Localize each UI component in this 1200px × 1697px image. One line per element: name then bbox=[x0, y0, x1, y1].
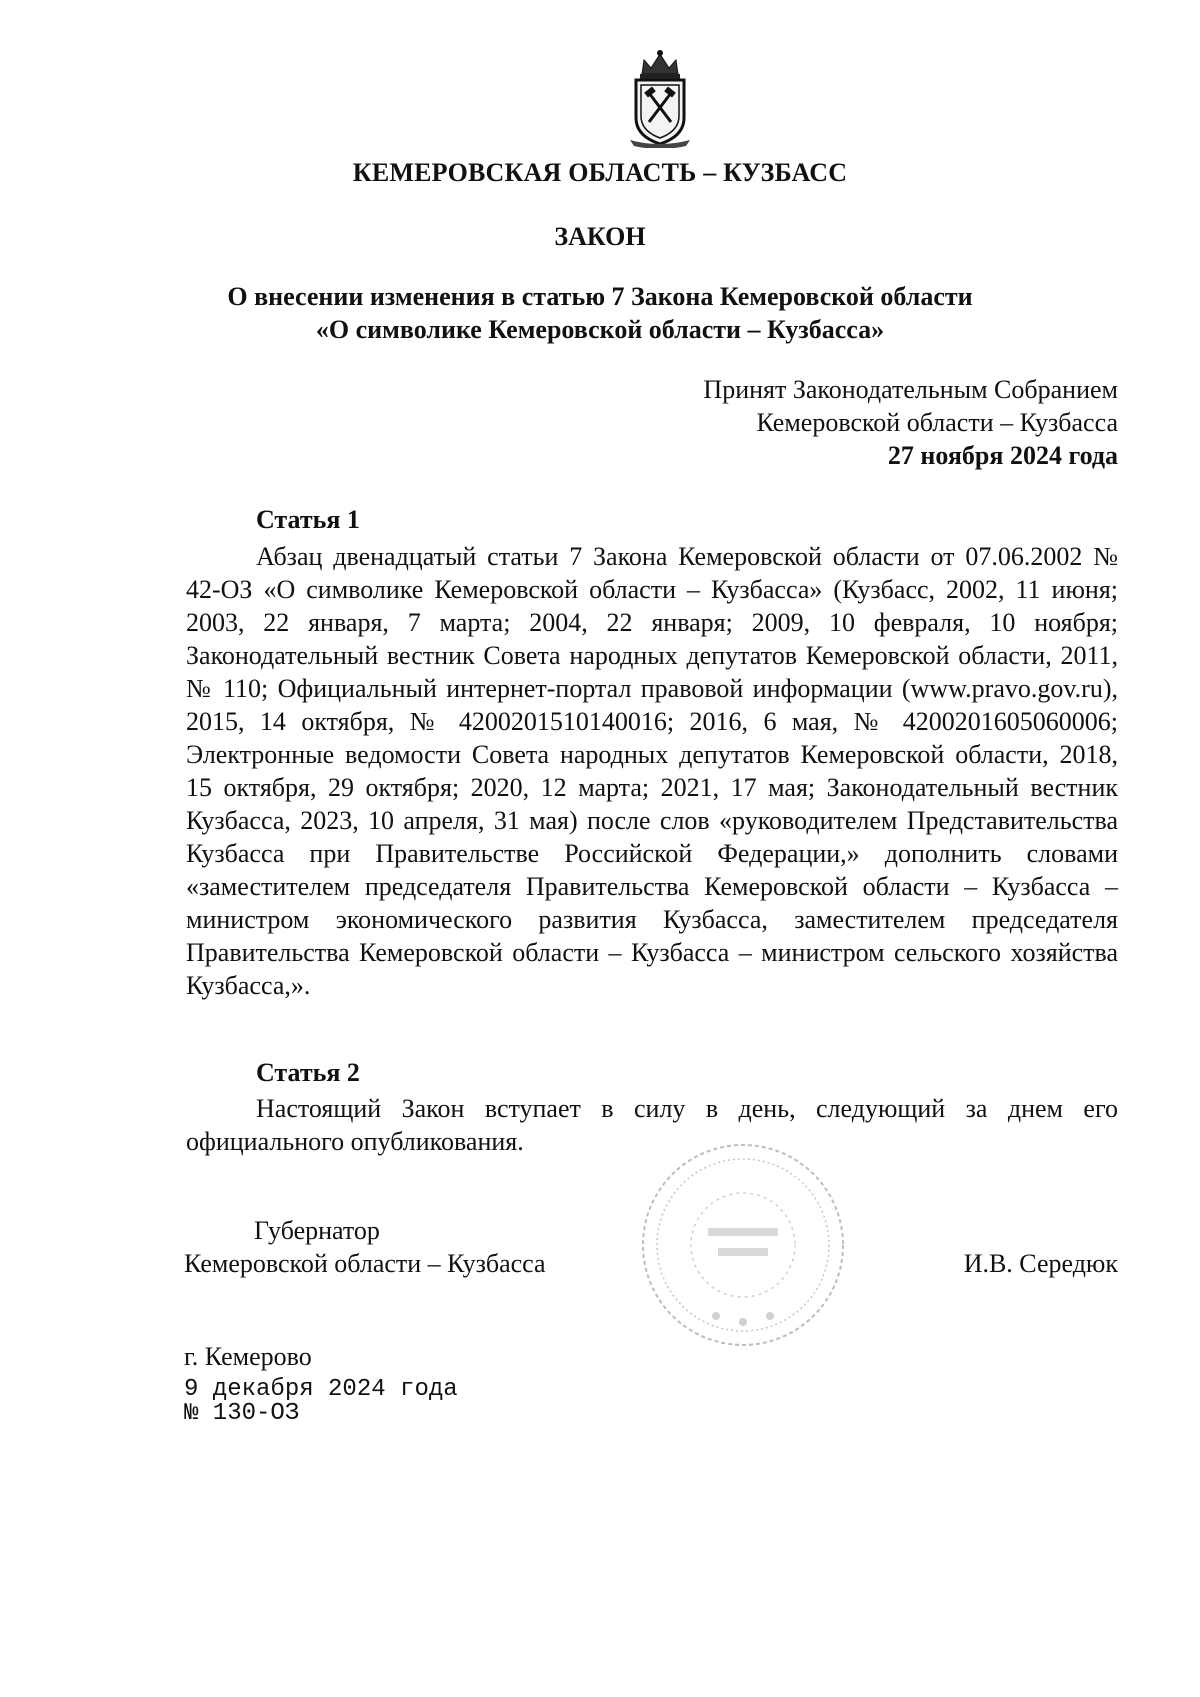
article-1-heading: Статья 1 bbox=[256, 505, 360, 534]
signing-date: 9 декабря 2024 года bbox=[184, 1376, 458, 1403]
document-type-heading: ЗАКОН bbox=[554, 222, 646, 251]
article-1-text: Абзац двенадцатый статьи 7 Закона Кемеровской области от 07.06.2002 № 42-ОЗ «О символике Кемеровской области – Кузбасса» (Кузбасс, 2002, 11 июня; 2003, 22 января, 7 марта; 2004, 22 января; 2009, 10 февраля, 10 ноября; Законодательный вестник Совета народных депутатов Кемеровской области, 2011, № 110; Официальный интернет-портал правовой информации (www.pravo.gov.ru), 2015, 14 октября, № 4200201510140016; 2016, 6 мая, № 4200201605060006; Электронные ведомости Совета народных депутатов Кемеровской области, 2018, 15 октября, 29 октября; 2020, 12 марта; 2021, 17 мая; Законодательный вестник Кузбасса, 2023, 10 апреля, 31 мая) после слов «руководителем Представительства Кузбасса при Правительстве Российской Федерации,» дополнить словами «заместителем председателя Правительства Кемеровской области – Кузбасса – министром экономического развития Кузбасса, заместителем председателя Правительства Кемеровской области – Кузбасса – министром сельского хозяйства Кузбасса,». bbox=[186, 542, 1118, 1000]
law-title-line-2: «О символике Кемеровской области – Кузбасса» bbox=[315, 315, 885, 344]
signatory-title: Губернатор bbox=[254, 1216, 380, 1245]
signing-city: г. Кемерово bbox=[184, 1342, 312, 1371]
signatory-name: И.В. Середюк bbox=[963, 1249, 1118, 1278]
kemerovo-coat-of-arms-icon bbox=[620, 48, 700, 148]
adoption-block bbox=[703, 373, 1118, 472]
adoption-line-1: Принят Законодательным Собранием bbox=[703, 375, 1118, 404]
law-title bbox=[0, 280, 1200, 346]
law-title-line-1: О внесении изменения в статью 7 Закона Кемеровской области bbox=[227, 282, 973, 311]
adoption-line-2: Кемеровской области – Кузбасса bbox=[756, 408, 1118, 437]
signatory-region: Кемеровской области – Кузбасса bbox=[184, 1249, 546, 1278]
adoption-date: 27 ноября 2024 года bbox=[887, 441, 1118, 470]
article-2-heading: Статья 2 bbox=[256, 1058, 360, 1087]
region-heading: КЕМЕРОВСКАЯ ОБЛАСТЬ – КУЗБАСС bbox=[352, 158, 848, 187]
article-2-text: Настоящий Закон вступает в силу в день, следующий за днем его официального опубликования. bbox=[186, 1094, 1118, 1156]
official-seal-stamp-icon bbox=[628, 1130, 858, 1360]
law-number: № 130-ОЗ bbox=[184, 1400, 300, 1427]
